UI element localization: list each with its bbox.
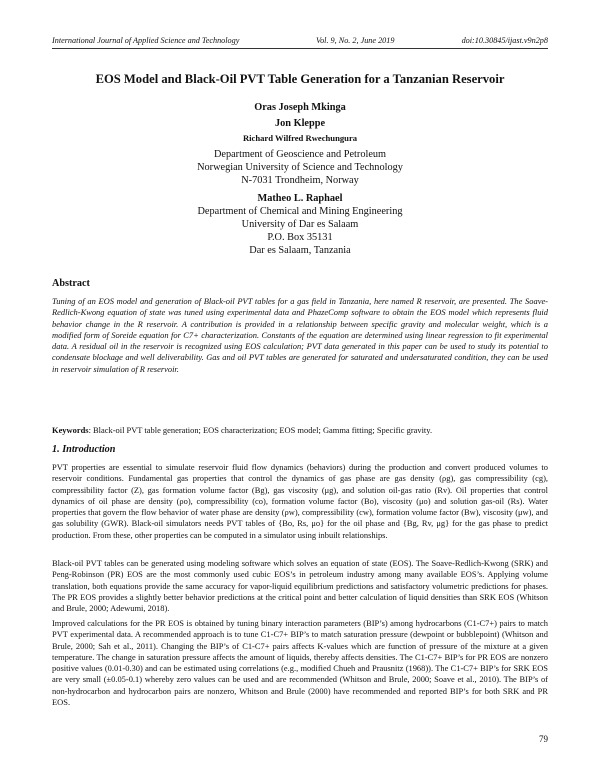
doi: doi:10.30845/ijast.v9n2p8 xyxy=(461,36,548,45)
abstract-heading: Abstract xyxy=(52,278,90,289)
volume-issue: Vol. 9, No. 2, June 2019 xyxy=(316,36,395,45)
author-name: Richard Wilfred Rwechungura xyxy=(242,133,358,144)
journal-name: International Journal of Applied Science and Technology xyxy=(52,36,240,45)
keywords-text: : Black-oil PVT table generation; EOS characterization; EOS model; Gamma fitting; Specific gravity. xyxy=(88,425,433,435)
page-number: 79 xyxy=(539,734,548,744)
affiliation-line: P.O. Box 35131 xyxy=(267,231,333,243)
intro-paragraph-1: PVT properties are essential to simulate reservoir fluid flow dynamics (behaviors) during the production and convert produced volumes to reservoir conditions. Fundamental gas properties that control the dynamics of gas phase are gas density (ρg), gas compressibility (cg), compressibility factor (Z), gas formation volume factor (Bg), gas viscosity (μg), and solution oil-gas ratio (Rv). Oil properties that control dynamics of oil phase are density (ρo), compressibility (co), formation volume factor (Bo), viscosity (μo) and solution gas-oil (Rs). Water properties that govern the flow behavior of water phase are density (ρw), compressibility (cw), formation volume factor (Bw), viscosity (μw), and gas solubility (GWR). Black-oil simulators needs PVT tables of {Bo, Rs, μo} for the oil phase and {Bg, Rv, μg} for the gas phase to predict production. From these, other properties can be computed in a simulator using inbuilt relationships. xyxy=(52,462,548,540)
header-rule xyxy=(52,48,548,49)
author-name: Matheo L. Raphael xyxy=(257,192,343,204)
affiliation-line: N-7031 Trondheim, Norway xyxy=(241,175,359,187)
affiliation-line: Department of Chemical and Mining Engineering xyxy=(197,205,403,217)
affiliation-line: Dar es Salaam, Tanzania xyxy=(249,244,351,256)
abstract-text: Tuning of an EOS model and generation of Black-oil PVT tables for a gas field in Tanzania, here named R reservoir, are presented. The Soave-Redlich-Kwong equation of state was tuned using experimental data and PhazeComp software to obtain the EOS model which represents fluid behavior change in the R reservoir. A contribution is provided in a relationship between specific gravity and molecular weight, which is a modified form of Soreide equation for C7+ characterization. Constants of the equation are determined using linear regression to fit experimental data. A residual oil in the reservoir is recognized using EOS calculation; PVT data generated in this paper can be used to study its potential to condensate blockage and well deliverability. Gas and oil PVT tables are generated for saturated and undersaturated condition, they can be used in reservoir simulation of R reservoir. xyxy=(52,296,548,374)
authors-block xyxy=(52,101,548,257)
intro-paragraph-3: Improved calculations for the PR EOS is obtained by tuning binary interaction parameters (BIP’s) among hydrocarbons (C1-C7+) pairs to match PVT experimental data. A recommended approach is to tune C1-C7+ BIP’s to match saturation pressure (dewpoint or bubblepoint) (Whitson and Brule, 2000; Sah et al., 2011). Changing the BIP’s of C1-C7+ pairs affects K-values which are function of pressure of the mixture at a given temperature. The change in saturation pressure affects the amount of liquids, thereby affects densities. The C1-C7+ BIP’s for PR EOS are nonzero positive values (0.01-0.30) and can be estimated using correlations (e.g., modified Chueh and Prausnitz (1968)). The C1-C7+ BIP’s for SRK EOS are very small (±0.05-0.1) whereby zero values can be used and are recommended (Whitson and Brule, 2000; Soave et al., 2010). The BIP’s of non-hydrocarbon and hydrocarbon pairs are nonzero, Whitson and Brule (2000) have recommended and reported BIP’s for both SRK and PR EOS. xyxy=(52,618,548,707)
author-name: Oras Joseph Mkinga xyxy=(254,102,346,113)
affiliation-line: University of Dar es Salaam xyxy=(241,218,359,230)
keywords xyxy=(52,425,548,436)
affiliation-line: Norwegian University of Science and Technology xyxy=(197,162,403,174)
paper-title: EOS Model and Black-Oil PVT Table Generation for a Tanzanian Reservoir xyxy=(95,72,505,86)
keywords-label: Keywords xyxy=(52,425,89,435)
intro-paragraph-2: Black-oil PVT tables can be generated using modeling software which solves an equation of state (EOS). The Soave-Redlich-Kwong (SRK) and Peng-Robinson (PR) EOS are the most commonly used cubic EOS’s in petroleum industry among many available EOS’s. Applying volume translation, both equations provide the same accuracy for vapor-liquid equilibrium predictions and satisfactory volumetric predictions for phases. The PR EOS provides a slightly better behavior predictions at the critical point and better calculation of liquid densities than SRK EOS (Whitson and Brule, 2000; Adewumi, 2018). xyxy=(52,558,548,613)
author-name: Jon Kleppe xyxy=(274,118,326,130)
section-heading: 1. Introduction xyxy=(52,444,116,455)
affiliation-line: Department of Geoscience and Petroleum xyxy=(213,149,387,161)
